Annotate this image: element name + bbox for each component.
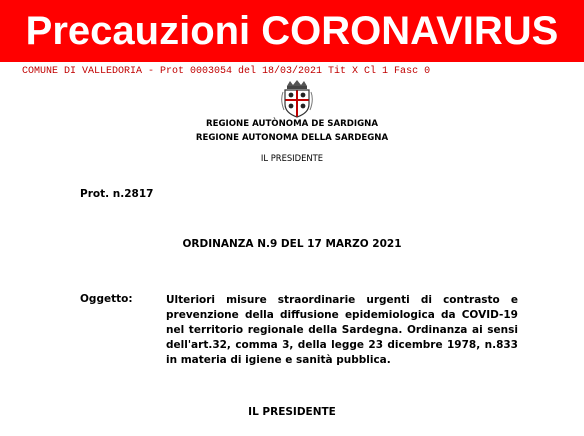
protocol-number: Prot. n.2817 — [80, 188, 154, 200]
subject-text: Ulteriori misure straordinarie urgenti di contrasto e prevenzione della diffusione epidemiologica da COVID-19 nel territorio regionale della Sardegna. Ordinanza ai sensi dell'art.32, comma 3, della legge 23 dicembre 1978, n.833 in materia di igiene e sanità pubblica. — [166, 294, 518, 366]
protocol-stamp: COMUNE DI VALLEDORIA - Prot 0003054 del 18/03/2021 Tit X Cl 1 Fasc 0 — [22, 66, 431, 77]
warning-banner — [0, 0, 584, 62]
office-title: IL PRESIDENTE — [260, 153, 324, 163]
region-name-sardinian: REGIONE AUTÒNOMA DE SARDIGNA — [205, 119, 378, 129]
subject-label: Oggetto: — [80, 293, 133, 305]
sardinia-coat-of-arms-icon — [280, 80, 314, 118]
closing-heading: IL PRESIDENTE — [248, 406, 336, 418]
ordinance-title: ORDINANZA N.9 DEL 17 MARZO 2021 — [182, 238, 402, 250]
banner-title: Precauzioni CORONAVIRUS — [25, 8, 559, 53]
region-name-italian: REGIONE AUTONOMA DELLA SARDEGNA — [195, 133, 389, 143]
